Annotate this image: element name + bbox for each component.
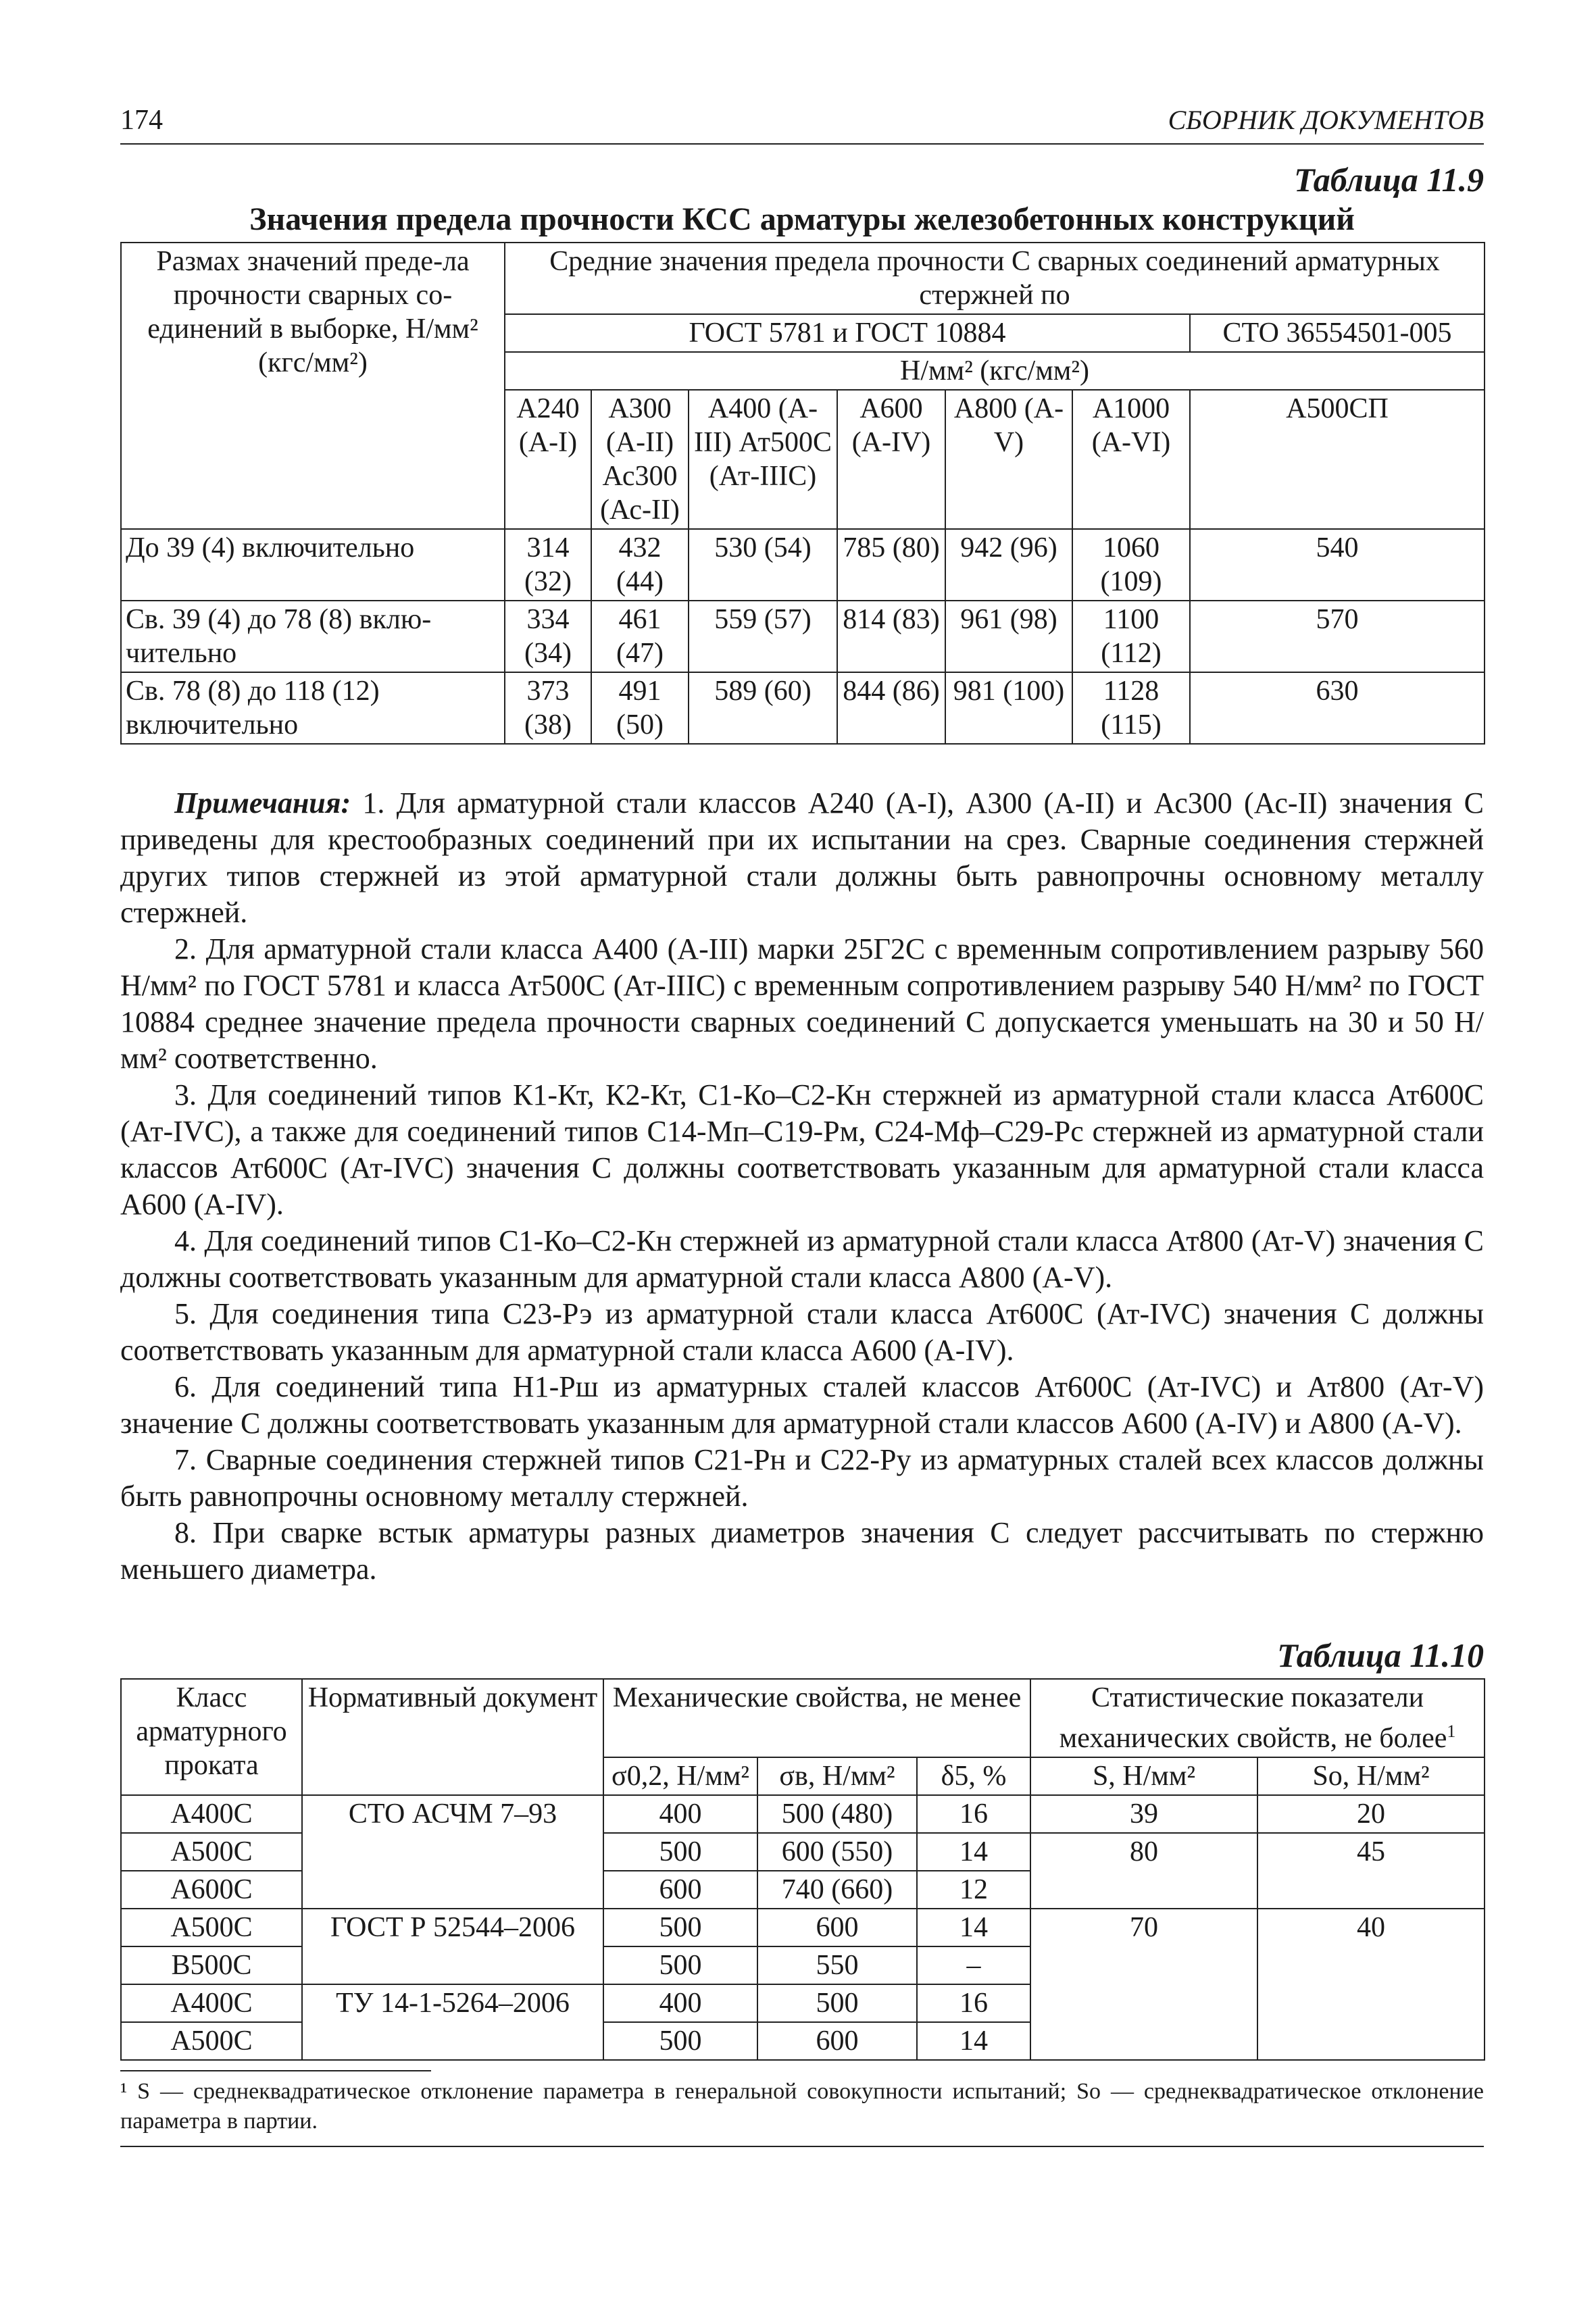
- table-row: [121, 529, 1485, 601]
- table-cell: 981 (100): [945, 672, 1072, 744]
- table2: [120, 1678, 1485, 2061]
- table-cell: 500: [603, 1909, 757, 1946]
- table-cell: 570: [1190, 601, 1485, 672]
- note-item: 5. Для соединения типа С23-Рэ из арматурной стали класса Ат600С (Ат-IVС) значения C должны соответствовать указанным для арматурной стали класса А600 (А-IV).: [120, 1297, 1484, 1367]
- table-cell: 491 (50): [591, 672, 689, 744]
- running-title: СБОРНИК ДОКУМЕНТОВ: [1168, 105, 1484, 135]
- note-item: 2. Для арматурной стали класса А400 (А-III) марки 25Г2С с временным сопротивлением разрыву 560 Н/мм² по ГОСТ 5781 и класса Ат500С (Ат-IIIС) с временным сопротивлением разрыву 540 Н/мм² по ГОСТ 10884 среднее значение предела прочности сварных соединений C допускается уменьшать на 30 и 50 Н/мм² соответственно.: [120, 932, 1484, 1075]
- table1-title: Значения предела прочности КСС арматуры железобетонных конструкций: [249, 201, 1355, 237]
- row-label: Св. 39 (4) до 78 (8) вклю-чительно: [121, 601, 505, 672]
- table-cell: 400: [603, 1795, 757, 1833]
- table2-d5-header: δ5, %: [917, 1757, 1030, 1795]
- footnote-rule: [120, 2070, 431, 2071]
- bottom-rule: [120, 2146, 1484, 2147]
- table2-caption: Таблица 11.10: [1277, 1636, 1484, 1674]
- table1-col-header: А300 (А-II) Ас300 (Ас-II): [591, 390, 689, 529]
- table-cell: 12: [917, 1871, 1030, 1909]
- table-cell: 70: [1030, 1909, 1257, 2060]
- notes-section: [120, 785, 1484, 1588]
- table1-col-header: А500СП: [1190, 390, 1485, 529]
- page-number: 174: [120, 105, 163, 136]
- page-header: [120, 101, 1484, 145]
- table1-gost-header: ГОСТ 5781 и ГОСТ 10884: [505, 314, 1190, 352]
- footnote: ¹ S — среднеквадратическое отклонение параметра в генеральной совокупности испытаний; So — среднеквадратическое отклонение параметра в партии.: [120, 2079, 1484, 2134]
- table-cell: 334 (34): [505, 601, 591, 672]
- note-item: 4. Для соединений типов С1-Ко–С2-Кн стержней из арматурной стали класса Ат800 (Ат-V) значения C должны соответствовать указанным для арматурной стали класса А800 (А-V).: [120, 1224, 1484, 1294]
- row-label: До 39 (4) включительно: [121, 529, 505, 601]
- note-item: 3. Для соединений типов К1-Кт, К2-Кт, С1-Ко–С2-Кн стержней из арматурной стали класса Ат600С (Ат-IVС), а также для соединений типов С14-Мп–С19-Рм, С24-Мф–С29-Рс стержней из арматурной стали классов Ат600С (Ат-IVС) значения C должны соответствовать указанным для арматурной стали класса А600 (А-IV).: [120, 1078, 1484, 1221]
- note-item: [120, 785, 1484, 931]
- class-cell: А500С: [121, 1833, 302, 1871]
- table-cell: 500: [603, 1833, 757, 1871]
- table2-sv-header: σв, Н/мм²: [757, 1757, 917, 1795]
- note-item: 7. Сварные соединения стержней типов С21-Рн и С22-Ру из арматурных сталей всех классов должны быть равнопрочны основному металлу стержней.: [120, 1443, 1484, 1513]
- table1-col-header: А600 (А-IV): [837, 390, 945, 529]
- notes-lead: Примечания:: [174, 786, 351, 820]
- class-cell: А400С: [121, 1984, 302, 2022]
- table-cell: 373 (38): [505, 672, 591, 744]
- table2-s02-header: σ0,2, Н/мм²: [603, 1757, 757, 1795]
- table2-doc-header: Нормативный документ: [302, 1679, 603, 1795]
- table-cell: 16: [917, 1984, 1030, 2022]
- table-cell: 1128 (115): [1072, 672, 1190, 744]
- table-cell: 844 (86): [837, 672, 945, 744]
- table1: [120, 242, 1485, 745]
- table-cell: 14: [917, 1833, 1030, 1871]
- table-cell: 600: [603, 1871, 757, 1909]
- table-cell: 630: [1190, 672, 1485, 744]
- table1-corner-header: Размах значений преде-ла прочности сварных со-единений в выборке, Н/мм² (кгс/мм²): [121, 243, 505, 529]
- table1-sto-header: СТО 36554501-005: [1190, 314, 1485, 352]
- table-row: [121, 1795, 1485, 1833]
- table1-col-header: А400 (А-III) Ат500С (Ат-IIIС): [689, 390, 837, 529]
- table-cell: 400: [603, 1984, 757, 2022]
- footnote-ref: 1: [1447, 1721, 1456, 1741]
- table2-stat-header: [1030, 1679, 1485, 1757]
- table-cell: 559 (57): [689, 601, 837, 672]
- class-cell: А600С: [121, 1871, 302, 1909]
- doc-cell: ГОСТ Р 52544–2006: [302, 1909, 603, 1984]
- table-cell: 785 (80): [837, 529, 945, 601]
- table-cell: 600: [757, 2022, 917, 2060]
- table1-col-header: А1000 (А-VI): [1072, 390, 1190, 529]
- table-row: [121, 601, 1485, 672]
- table-cell: 14: [917, 1909, 1030, 1946]
- table-cell: 814 (83): [837, 601, 945, 672]
- table-cell: 500 (480): [757, 1795, 917, 1833]
- table-cell: 1060 (109): [1072, 529, 1190, 601]
- table-cell: 14: [917, 2022, 1030, 2060]
- table-cell: 314 (32): [505, 529, 591, 601]
- table-cell: 45: [1257, 1833, 1485, 1909]
- table-cell: 39: [1030, 1795, 1257, 1833]
- table1-col-header: А240 (А-I): [505, 390, 591, 529]
- class-cell: А500С: [121, 2022, 302, 2060]
- table-cell: 1100 (112): [1072, 601, 1190, 672]
- table2-class-header: Класс арматурного проката: [121, 1679, 302, 1795]
- table-cell: 16: [917, 1795, 1030, 1833]
- row-label: Св. 78 (8) до 118 (12) включительно: [121, 672, 505, 744]
- table-cell: 500: [603, 1946, 757, 1984]
- stat-header-text: Статистические показатели механических свойств, не более: [1059, 1682, 1447, 1754]
- doc-cell: ТУ 14-1-5264–2006: [302, 1984, 603, 2060]
- table-cell: 600 (550): [757, 1833, 917, 1871]
- table-cell: 40: [1257, 1909, 1485, 2060]
- table-cell: 740 (660): [757, 1871, 917, 1909]
- class-cell: В500С: [121, 1946, 302, 1984]
- table-cell: 461 (47): [591, 601, 689, 672]
- table-cell: 20: [1257, 1795, 1485, 1833]
- table-row: [121, 1909, 1485, 1946]
- table-cell: 500: [757, 1984, 917, 2022]
- table-cell: –: [917, 1946, 1030, 1984]
- table-cell: 540: [1190, 529, 1485, 601]
- class-cell: А500С: [121, 1909, 302, 1946]
- table-cell: 942 (96): [945, 529, 1072, 601]
- table-cell: 550: [757, 1946, 917, 1984]
- table-cell: 432 (44): [591, 529, 689, 601]
- table1-caption: Таблица 11.9: [1294, 161, 1484, 199]
- note-text: 1. Для арматурной стали классов А240 (А-I), А300 (А-II) и Ас300 (Ас-II) значения C приведены для крестообразных соединений при их испытании на срез. Сварные соединения стержней других типов стержней из этой арматурной стали должны быть равнопрочны основному металлу стержней.: [120, 786, 1484, 929]
- table-cell: 961 (98): [945, 601, 1072, 672]
- table1-unit-header: Н/мм² (кгс/мм²): [505, 352, 1485, 390]
- table-cell: 80: [1030, 1833, 1257, 1909]
- table-cell: 600: [757, 1909, 917, 1946]
- table2-mech-header: Механические свойства, не менее: [603, 1679, 1030, 1757]
- table-cell: 500: [603, 2022, 757, 2060]
- class-cell: А400С: [121, 1795, 302, 1833]
- table2-S-header: S, Н/мм²: [1030, 1757, 1257, 1795]
- table-row: [121, 672, 1485, 744]
- note-item: 6. Для соединений типа Н1-Рш из арматурных сталей классов Ат600С (Ат-IVС) и Ат800 (Ат-V) значение C должны соответствовать указанным для арматурной стали классов А600 (А-IV) и А800 (А-V).: [120, 1370, 1484, 1440]
- table1-col-header: А800 (А-V): [945, 390, 1072, 529]
- note-item: 8. При сварке встык арматуры разных диаметров значения C следует рассчитывать по стержню меньшего диаметра.: [120, 1516, 1484, 1586]
- table-cell: 530 (54): [689, 529, 837, 601]
- table-cell: 589 (60): [689, 672, 837, 744]
- table2-So-header: So, Н/мм²: [1257, 1757, 1485, 1795]
- table1-group-header: Средние значения предела прочности C сварных соединений арматурных стержней по: [505, 243, 1485, 314]
- doc-cell: СТО АСЧМ 7–93: [302, 1795, 603, 1909]
- document-page: [120, 101, 1484, 2147]
